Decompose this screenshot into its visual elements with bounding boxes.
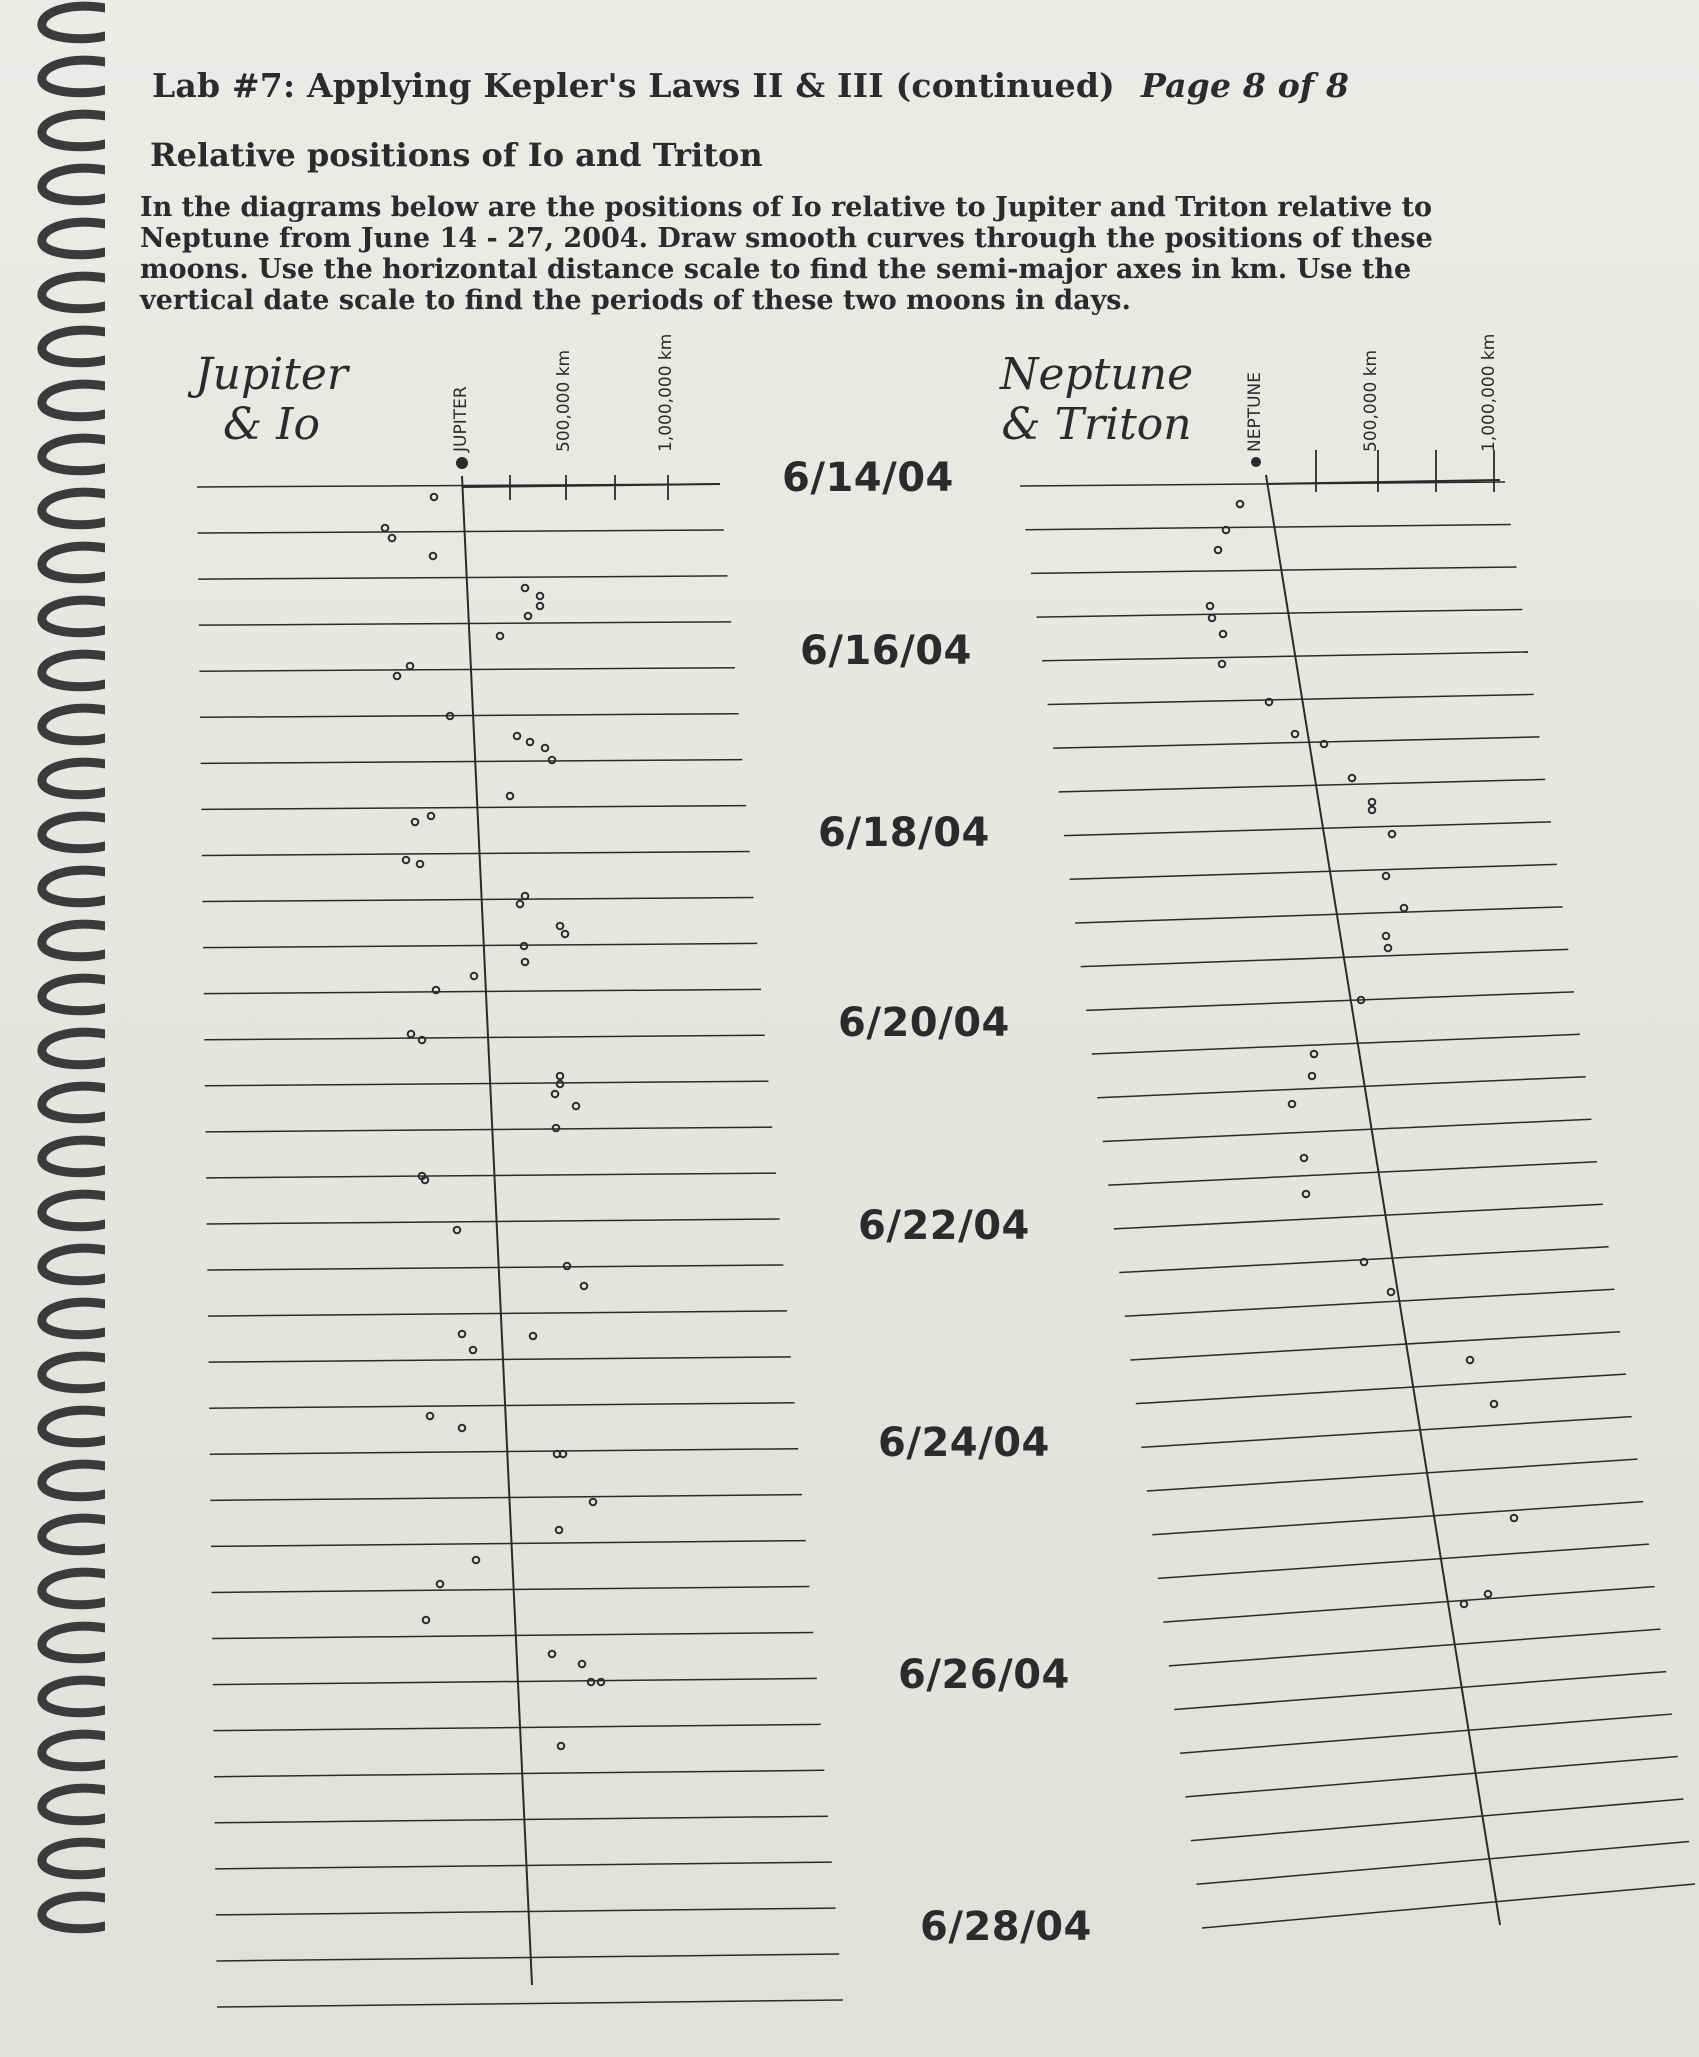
moon-positions [382, 494, 1518, 1750]
grid-line [1020, 482, 1505, 486]
spiral-coil [42, 384, 105, 417]
date-label: 6/28/04 [920, 1904, 1092, 1950]
io-position [573, 1103, 580, 1110]
jupiter-dot [456, 457, 468, 469]
spiral-coil [42, 546, 105, 579]
triton-position [1383, 873, 1390, 880]
io-position [553, 1125, 560, 1132]
neptune-scale-500k: 500,000 km [1361, 349, 1381, 452]
neptune-dot [1251, 457, 1261, 467]
spiral-coil [42, 1356, 105, 1389]
jupiter-axis [451, 334, 676, 469]
triton-position [1361, 1259, 1368, 1266]
grid-line [1141, 1417, 1631, 1448]
spiral-coil [42, 1194, 105, 1227]
page-number: Page 8 of 8 [1140, 66, 1350, 105]
triton-position [1292, 731, 1299, 738]
io-position [564, 1263, 571, 1270]
io-position [517, 901, 524, 908]
grid-line [217, 2000, 843, 2007]
io-position [525, 613, 532, 620]
spiral-coil [42, 600, 105, 633]
spiral-coil [42, 870, 105, 903]
grid-line [215, 1816, 829, 1823]
triton-position [1215, 547, 1222, 554]
grid-line [209, 1357, 791, 1362]
grid-line [199, 622, 731, 625]
triton-position [1209, 615, 1216, 622]
io-position [549, 757, 556, 764]
jupiter-scale-500k: 500,000 km [554, 349, 574, 452]
grid-line [199, 668, 734, 671]
grid-line [1108, 1162, 1597, 1185]
grid-line [202, 852, 750, 856]
grid-line [207, 1265, 783, 1270]
spiral-coil [42, 276, 105, 309]
grid-line [212, 1632, 813, 1638]
grid-line [212, 1587, 810, 1593]
spiral-coil [42, 1140, 105, 1173]
io-position [471, 973, 478, 980]
neptune-center-line [1266, 475, 1500, 1925]
grid-line [1130, 1332, 1620, 1360]
grid-line [1064, 822, 1551, 836]
io-position [530, 1333, 537, 1340]
io-position [560, 1451, 567, 1458]
grid-line [210, 1495, 802, 1501]
io-position [588, 1679, 595, 1686]
io-position [549, 1651, 556, 1658]
io-position [431, 494, 438, 501]
grid-line [205, 1081, 769, 1086]
spiral-coil [42, 1572, 105, 1605]
spiral-coil [42, 330, 105, 363]
io-position [556, 1527, 563, 1534]
grid-line [1026, 524, 1511, 529]
triton-position [1303, 1191, 1310, 1198]
instructions-paragraph: In the diagrams below are the positions of Io relative to Jupiter and Triton relative to Neptune from June 14 - 27, 2004. Draw smooth curves through the positions of these moons. Use the horizontal distance scale to find the semi-major axes in km. Use the vertical date scale to find the periods of these two moons in days. [140, 192, 1433, 316]
grid-line [1185, 1757, 1677, 1797]
grid-line [1147, 1459, 1638, 1491]
triton-position [1491, 1401, 1498, 1408]
grid-line [1075, 907, 1562, 923]
date-label: 6/24/04 [878, 1420, 1050, 1466]
triton-position [1467, 1357, 1474, 1364]
grid-line [1031, 567, 1516, 573]
io-position [558, 1743, 565, 1750]
triton-position [1401, 905, 1408, 912]
grid-line [1169, 1629, 1661, 1666]
spiral-coil [42, 816, 105, 849]
io-position [514, 733, 521, 740]
triton-position [1311, 1051, 1318, 1058]
io-position [417, 861, 424, 868]
grid-line [1053, 737, 1539, 748]
grid-line [1070, 864, 1557, 879]
io-position [408, 1031, 415, 1038]
grid-line [1097, 1077, 1585, 1098]
grid-line [198, 530, 724, 533]
spiral-coil [42, 1086, 105, 1119]
neptune-title-line1: Neptune [1000, 349, 1194, 400]
io-position [537, 603, 544, 610]
triton-position [1385, 945, 1392, 952]
io-position [522, 893, 529, 900]
neptune-title-line2: & Triton [1001, 399, 1192, 450]
io-position [527, 739, 534, 746]
jupiter-title-line1: Jupiter [195, 349, 348, 400]
grid-line [1114, 1204, 1603, 1229]
io-position [497, 633, 504, 640]
io-position [403, 857, 410, 864]
spiral-binding [0, 0, 105, 2057]
io-position [412, 819, 419, 826]
grid-line [209, 1403, 794, 1408]
io-position [542, 745, 549, 752]
spiral-coil [42, 1842, 105, 1875]
io-position [557, 923, 564, 930]
spiral-coil [42, 654, 105, 687]
spiral-coil [42, 1626, 105, 1659]
grid-line [1037, 609, 1523, 617]
io-position [454, 1227, 461, 1234]
grid-line [205, 1127, 772, 1132]
spiral-coil [42, 1788, 105, 1821]
grid-line [204, 989, 761, 993]
grid-line [210, 1449, 799, 1455]
grid-line [216, 1954, 839, 1961]
grid-line [1103, 1119, 1592, 1141]
triton-position [1301, 1155, 1308, 1162]
spiral-coil [42, 222, 105, 255]
spiral-coil [42, 1032, 105, 1065]
grid-line [1152, 1502, 1643, 1535]
grid-line [216, 1908, 836, 1915]
spiral-coil [42, 492, 105, 525]
grid-line [1048, 694, 1534, 704]
neptune-center-label: NEPTUNE [1245, 372, 1265, 452]
io-position [521, 943, 528, 950]
io-position [557, 1073, 564, 1080]
io-position [473, 1557, 480, 1564]
grid-line [1180, 1714, 1672, 1753]
io-position [459, 1425, 466, 1432]
io-position [430, 553, 437, 560]
triton-position [1369, 807, 1376, 814]
grid-line [1191, 1799, 1684, 1841]
spiral-coil [42, 6, 105, 39]
spiral-coil [42, 762, 105, 795]
grid-line [198, 576, 727, 579]
triton-position [1207, 603, 1214, 610]
grid-line [1202, 1884, 1695, 1928]
grid-line [201, 760, 743, 764]
spiral-coil [42, 978, 105, 1011]
io-position [433, 987, 440, 994]
triton-position [1223, 527, 1230, 534]
neptune-scale-1m: 1,000,000 km [1479, 333, 1499, 452]
io-position [437, 1581, 444, 1588]
date-label: 6/18/04 [818, 810, 990, 856]
date-label: 6/26/04 [898, 1652, 1070, 1698]
io-position [537, 593, 544, 600]
spiral-coil [42, 1734, 105, 1767]
jupiter-scale-1m: 1,000,000 km [656, 333, 676, 452]
spiral-coil [42, 1680, 105, 1713]
spiral-coil [42, 438, 105, 471]
triton-position [1219, 661, 1226, 668]
grid-line [1136, 1374, 1626, 1403]
grid-line [1092, 1034, 1580, 1054]
grid-line [204, 1035, 764, 1039]
grid-line [208, 1311, 787, 1316]
triton-position [1461, 1601, 1468, 1608]
spiral-coil [42, 114, 105, 147]
grid-line [1086, 992, 1574, 1011]
io-position [581, 1283, 588, 1290]
grid-line [1174, 1672, 1666, 1710]
triton-position [1266, 699, 1273, 706]
io-position [419, 1037, 426, 1044]
spiral-coil [42, 60, 105, 93]
io-position [394, 673, 401, 680]
grid-line [1125, 1289, 1615, 1316]
grid-line [203, 943, 757, 947]
io-position [423, 1617, 430, 1624]
triton-position [1383, 933, 1390, 940]
date-label: 6/16/04 [800, 628, 972, 674]
io-position [470, 1347, 477, 1354]
triton-position [1289, 1101, 1296, 1108]
diagram-grid [197, 450, 1695, 2007]
date-label: 6/14/04 [782, 455, 954, 501]
io-position [407, 663, 414, 670]
section-title: Relative positions of Io and Triton [150, 136, 763, 174]
lab-title: Lab #7: Applying Kepler's Laws II & III (continued) [152, 66, 1115, 105]
io-position [552, 1091, 559, 1098]
spiral-coil [42, 1248, 105, 1281]
triton-position [1485, 1591, 1492, 1598]
grid-line [214, 1770, 824, 1776]
io-position [422, 1177, 429, 1184]
grid-line [211, 1541, 806, 1547]
grid-line [1196, 1842, 1689, 1885]
io-position [557, 1081, 564, 1088]
date-label: 6/22/04 [858, 1203, 1030, 1249]
io-position [459, 1331, 466, 1338]
triton-position [1309, 1073, 1316, 1080]
jupiter-center-label: JUPITER [451, 386, 471, 452]
triton-position [1321, 741, 1328, 748]
io-position [522, 585, 529, 592]
spiral-coil [42, 1518, 105, 1551]
grid-line [213, 1724, 820, 1730]
grid-line [213, 1678, 817, 1684]
spiral-coil [42, 708, 105, 741]
spiral-coil [42, 1464, 105, 1497]
neptune-axis [1245, 334, 1499, 467]
grid-line [215, 1862, 832, 1869]
io-position [562, 931, 569, 938]
grid-line [206, 1173, 776, 1178]
io-position [507, 793, 514, 800]
grid-line [202, 897, 753, 901]
grid-line [1081, 949, 1569, 966]
io-position [428, 813, 435, 820]
grid-line [200, 714, 739, 718]
spiral-coil [42, 1896, 105, 1929]
io-position [427, 1413, 434, 1420]
io-position [389, 535, 396, 542]
date-label: 6/20/04 [838, 1000, 1010, 1046]
triton-position [1511, 1515, 1518, 1522]
grid-line [1059, 779, 1546, 791]
spiral-coil [42, 924, 105, 957]
spiral-coil [42, 1302, 105, 1335]
grid-line [201, 806, 746, 810]
grid-line [207, 1219, 780, 1224]
grid-line [1163, 1587, 1654, 1623]
jupiter-title-line2: & Io [222, 399, 320, 450]
io-position [522, 959, 529, 966]
triton-position [1389, 831, 1396, 838]
spiral-coil [42, 168, 105, 201]
io-position [598, 1679, 605, 1686]
triton-position [1369, 799, 1376, 806]
io-position [590, 1499, 597, 1506]
triton-position [1349, 775, 1356, 782]
triton-position [1237, 501, 1244, 508]
io-position [382, 525, 389, 532]
grid-line [1042, 652, 1528, 661]
spiral-coil [42, 1410, 105, 1443]
triton-position [1388, 1289, 1395, 1296]
io-position [579, 1661, 586, 1668]
jupiter-center-line [462, 476, 532, 1985]
triton-position [1220, 631, 1227, 638]
grid-line [1158, 1544, 1649, 1578]
